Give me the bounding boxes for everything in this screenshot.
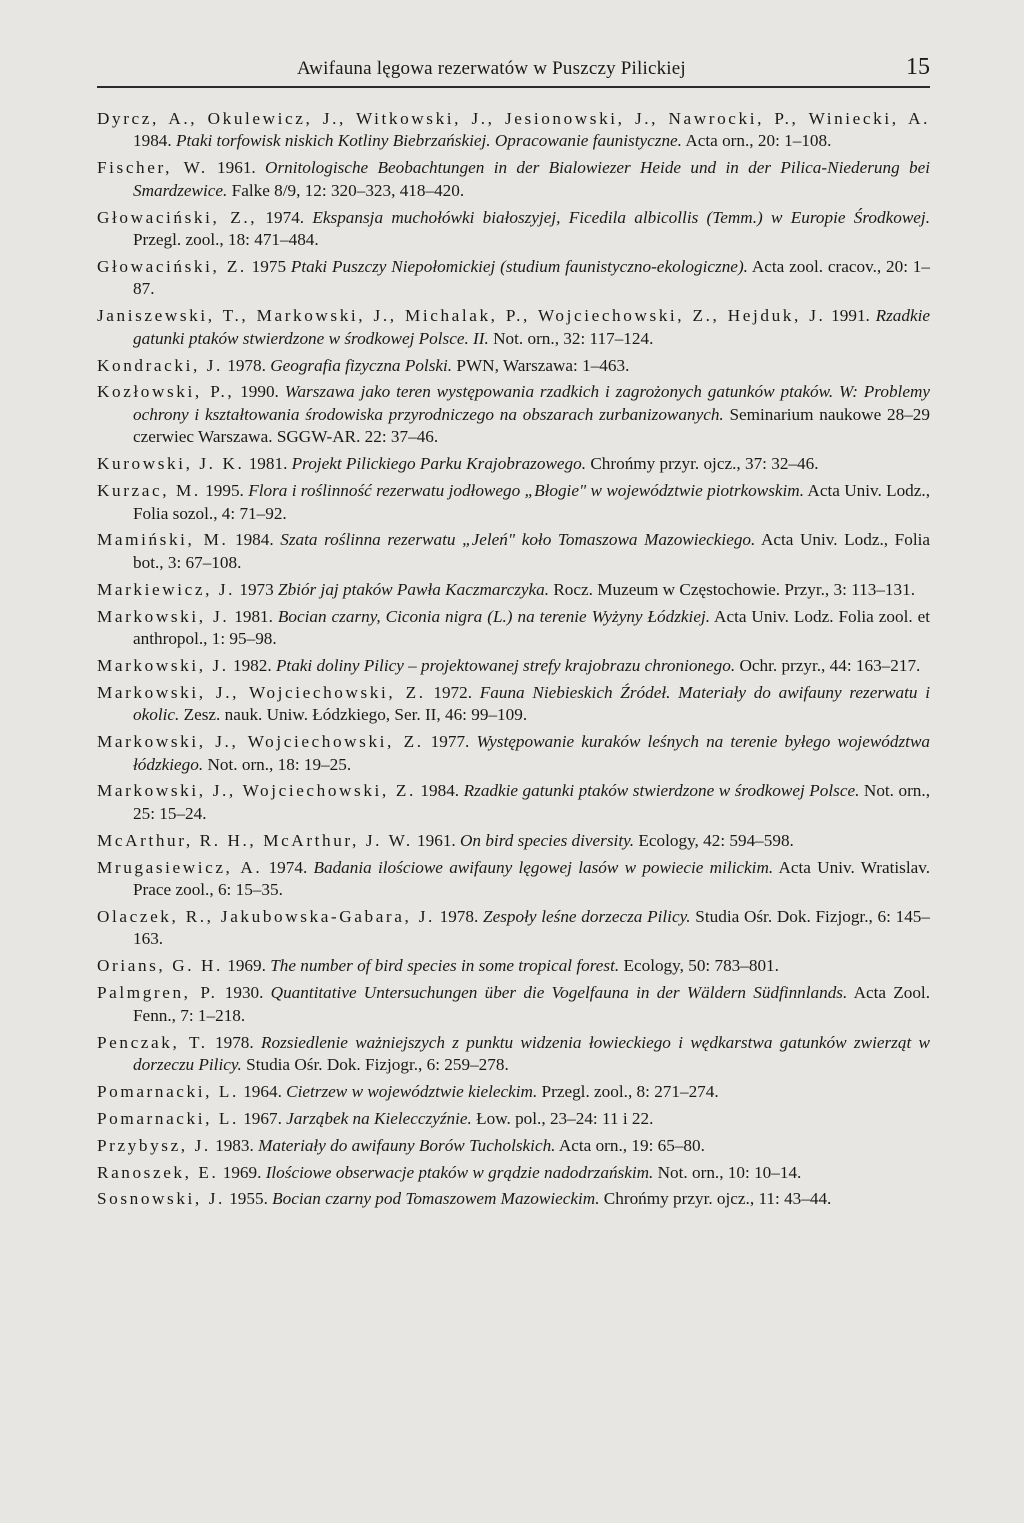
reference-title: Jarząbek na Kielecczyźnie. (286, 1108, 472, 1128)
reference-source: Chrońmy przyr. ojcz., 37: 32–46. (586, 454, 819, 474)
reference-authors: Fischer, W. (97, 158, 208, 178)
reference-title: Ilościowe obserwacje ptaków w grądzie nadodrzańskim. (265, 1162, 654, 1182)
reference-source: Chrońmy przyr. ojcz., 11: 43–44. (599, 1189, 832, 1209)
reference-entry (97, 1032, 930, 1077)
reference-authors: Markiewicz, J. (97, 579, 236, 599)
reference-authors: Markowski, J., Wojciechowski, Z. (97, 682, 426, 702)
reference-entry (97, 731, 930, 776)
reference-title: Ptaki torfowisk niskich Kotliny Biebrzańskiej. Opracowanie faunistyczne. (175, 131, 682, 151)
reference-year: 1967. (238, 1108, 287, 1128)
running-header (97, 52, 930, 88)
reference-source: Ecology, 50: 783–801. (619, 956, 779, 976)
reference-entry (97, 655, 930, 677)
reference-title: Rzadkie gatunki ptaków stwierdzone w środkowej Polsce. II. (133, 306, 931, 348)
reference-entry (97, 1188, 930, 1210)
reference-title: Cietrzew w województwie kieleckim. (286, 1081, 538, 1101)
reference-source: Acta zool. cracov., 20: 1–87. (133, 256, 930, 299)
reference-authors: Janiszewski, T., Markowski, J., Michalak, P., Wojciechowski, Z., Hejduk, J. (97, 306, 826, 326)
reference-entry (97, 157, 930, 202)
reference-authors: Sosnowski, J. (97, 1189, 225, 1209)
reference-authors: Pomarnacki, L. (97, 1081, 239, 1101)
reference-authors: Przybysz, J. (97, 1135, 211, 1155)
reference-year: 1978. (207, 1032, 262, 1052)
reference-year: 1981. (229, 606, 278, 626)
reference-entry (97, 256, 930, 301)
reference-authors: Głowaciński, Z., (97, 207, 258, 227)
reference-year: 1961. (412, 830, 461, 850)
reference-entry (97, 682, 930, 727)
reference-year: 1977. (423, 732, 477, 752)
reference-authors: Kurzac, M. (97, 481, 201, 501)
reference-source: Studia Ośr. Dok. Fizjogr., 6: 259–278. (241, 1054, 509, 1074)
reference-title: Ptaki Puszczy Niepołomickiej (studium faunistyczno-ekologiczne). (290, 256, 748, 276)
reference-year: 1978. (222, 355, 271, 375)
reference-authors: Olaczek, R., Jakubowska-Gabara, J. (97, 907, 435, 926)
reference-title: Flora i roślinność rezerwatu jodłowego „Błogie" w województwie piotrkowskim. (248, 481, 805, 501)
reference-year: 1983. (210, 1135, 259, 1155)
reference-year: 1995. (200, 481, 249, 501)
reference-year: 1984. (415, 781, 464, 801)
reference-entry (97, 1162, 930, 1184)
reference-year: 1973 (235, 579, 279, 599)
reference-year: 1969. (222, 956, 271, 976)
reference-entry (97, 1081, 930, 1103)
reference-title: Badania ilościowe awifauny lęgowej lasów w powiecie milickim. (313, 857, 774, 877)
reference-entry (97, 955, 930, 977)
reference-source: Rocz. Muzeum w Częstochowie. Przyr., 3: 113–131. (549, 579, 916, 599)
reference-title: Quantitative Untersuchungen über die Vogelfauna in der Wäldern Südfinnlands. (270, 983, 848, 1003)
reference-authors: Markowski, J., Wojciechowski, Z. (97, 781, 416, 801)
reference-authors: Orians, G. H. (97, 956, 223, 976)
reference-entry (97, 780, 930, 825)
reference-title: Występowanie kuraków leśnych na terenie byłego województwa łódzkiego. (133, 732, 931, 774)
reference-title: Rzadkie gatunki ptaków stwierdzone w środkowej Polsce. (463, 781, 860, 801)
reference-authors: Mrugasiewicz, A. (97, 857, 263, 877)
reference-entry (97, 606, 930, 651)
reference-source: Zesz. nauk. Uniw. Łódzkiego, Ser. II, 46: 99–109. (179, 705, 528, 725)
reference-authors: Mamiński, M. (97, 530, 229, 550)
reference-authors: Kondracki, J. (97, 355, 223, 375)
reference-source: Acta Zool. Fenn., 7: 1–218. (133, 983, 930, 1025)
reference-authors: Głowaciński, Z. (97, 256, 247, 276)
reference-authors: Dyrcz, A., Okulewicz, J., Witkowski, J., Jesionowski, J., Nawrocki, P., Winiecki, A. (97, 109, 930, 128)
reference-year: 1984. (133, 131, 176, 151)
reference-source: Przegl. zool., 8: 271–274. (537, 1081, 719, 1101)
reference-title: Warszawa jako teren występowania rzadkich i zagrożonych gatunków ptaków. W: Problemy ochrony i kształtowania środowiska przyrodniczego na obszarach zurbanizowanych. (133, 382, 930, 424)
reference-entry (97, 480, 930, 525)
reference-source: Acta Univ. Lodz., Folia sozol., 4: 71–92. (133, 481, 930, 523)
reference-entry (97, 529, 930, 574)
reference-title: Geografia fizyczna Polski. (270, 355, 453, 375)
reference-title: Zespoły leśne dorzecza Pilicy. (483, 907, 691, 926)
reference-source: Not. orn., 25: 15–24. (133, 781, 930, 823)
reference-entry (97, 579, 930, 601)
reference-year: 1981. (244, 454, 292, 474)
header-title: Awifauna lęgowa rezerwatów w Puszczy Pilickiej (297, 58, 686, 79)
reference-year: 1964. (238, 1081, 287, 1101)
reference-source: PWN, Warszawa: 1–463. (452, 355, 630, 375)
reference-title: Bocian czarny, Ciconia nigra (L.) na terenie Wyżyny Łódzkiej. (277, 606, 711, 626)
reference-entry (97, 207, 930, 252)
reference-year: 1969. (218, 1162, 266, 1182)
reference-source: Not. orn., 32: 117–124. (488, 328, 654, 348)
reference-title: Fauna Niebieskich Źródeł. Materiały do awifauny rezerwatu i okolic. (133, 682, 931, 725)
reference-entry (97, 381, 930, 448)
reference-entry (97, 982, 930, 1027)
reference-authors: Kurowski, J. K. (97, 454, 245, 474)
reference-authors: Pomarnacki, L. (97, 1108, 239, 1128)
reference-year: 1961. (207, 158, 266, 178)
reference-source: Seminarium naukowe 28–29 czerwiec Warszawa. SGGW-AR. 22: 37–46. (133, 404, 930, 447)
reference-title: Bocian czarny pod Tomaszowem Mazowieckim. (272, 1189, 600, 1209)
reference-year: 1991. (825, 306, 876, 326)
reference-authors: Penczak, T. (97, 1032, 208, 1052)
reference-source: Acta Univ. Wratislav. Prace zool., 6: 15–35. (133, 857, 930, 900)
reference-entry (97, 830, 930, 852)
reference-entry (97, 906, 930, 951)
reference-source: Acta orn., 19: 65–80. (555, 1135, 705, 1155)
reference-entry (97, 355, 930, 377)
reference-title: Rozsiedlenie ważniejszych z punktu widzenia łowieckiego i wędkarstwa gatunków zwierząt w dorzeczu Pilicy. (133, 1032, 931, 1074)
reference-source: Acta Univ. Lodz., Folia bot., 3: 67–108. (133, 530, 930, 572)
reference-authors: McArthur, R. H., McArthur, J. W. (97, 830, 413, 850)
reference-source: Acta Univ. Lodz. Folia zool. et anthropol., 1: 95–98. (133, 606, 931, 649)
reference-source: Przegl. zool., 18: 471–484. (133, 230, 319, 250)
reference-year: 1972. (425, 682, 480, 702)
reference-source: Studia Ośr. Dok. Fizjogr., 6: 145–163. (133, 907, 930, 949)
reference-entry (97, 1108, 930, 1130)
reference-year: 1930. (217, 983, 271, 1003)
reference-entry (97, 108, 930, 153)
reference-entry (97, 857, 930, 902)
reference-title: Materiały do awifauny Borów Tucholskich. (258, 1135, 556, 1155)
reference-title: Zbiór jaj ptaków Pawła Kaczmarczyka. (278, 579, 550, 599)
reference-authors: Ranoszek, E. (97, 1162, 219, 1182)
reference-authors: Palmgren, P. (97, 983, 218, 1003)
reference-entry (97, 1135, 930, 1157)
reference-source: Falke 8/9, 12: 320–323, 418–420. (227, 180, 465, 200)
reference-source: Not. orn., 18: 19–25. (203, 754, 352, 774)
reference-authors: Kozłowski, P., (97, 382, 235, 402)
reference-year: 1990. (234, 382, 285, 402)
reference-entry (97, 305, 930, 350)
reference-title: On bird species diversity. (460, 830, 635, 850)
reference-title: Projekt Pilickiego Parku Krajobrazowego. (291, 454, 587, 474)
reference-source: Ecology, 42: 594–598. (634, 830, 794, 850)
reference-authors: Markowski, J., Wojciechowski, Z. (97, 732, 424, 752)
reference-title: Szata roślinna rezerwatu „Jeleń" koło Tomaszowa Mazowieckiego. (280, 530, 756, 550)
reference-authors: Markowski, J. (97, 655, 229, 675)
reference-entry (97, 453, 930, 475)
reference-year: 1978. (434, 907, 484, 926)
reference-title: Ekspansja muchołówki białoszyjej, Ficedila albicollis (Temm.) w Europie Środkowej. (312, 207, 930, 227)
reference-year: 1974. (262, 857, 314, 877)
reference-list (97, 108, 930, 1215)
reference-title: Ornitologische Beobachtungen in der Bialowiezer Heide und in der Pilica-Niederung bei Smardzewice. (133, 158, 930, 200)
reference-source: Acta orn., 20: 1–108. (681, 131, 832, 151)
reference-year: 1984. (228, 530, 281, 550)
reference-authors: Markowski, J. (97, 606, 230, 626)
reference-year: 1975 (246, 256, 291, 276)
reference-source: Not. orn., 10: 10–14. (653, 1162, 802, 1182)
reference-year: 1955. (224, 1189, 273, 1209)
reference-year: 1974. (257, 207, 313, 227)
reference-year: 1982. (228, 655, 276, 675)
reference-title: Ptaki doliny Pilicy – projektowanej strefy krajobrazu chronionego. (275, 655, 736, 675)
reference-source: Łow. pol., 23–24: 11 i 22. (471, 1108, 654, 1128)
reference-source: Ochr. przyr., 44: 163–217. (735, 655, 921, 675)
reference-title: The number of bird species in some tropical forest. (270, 956, 620, 976)
page-number: 15 (906, 54, 930, 80)
